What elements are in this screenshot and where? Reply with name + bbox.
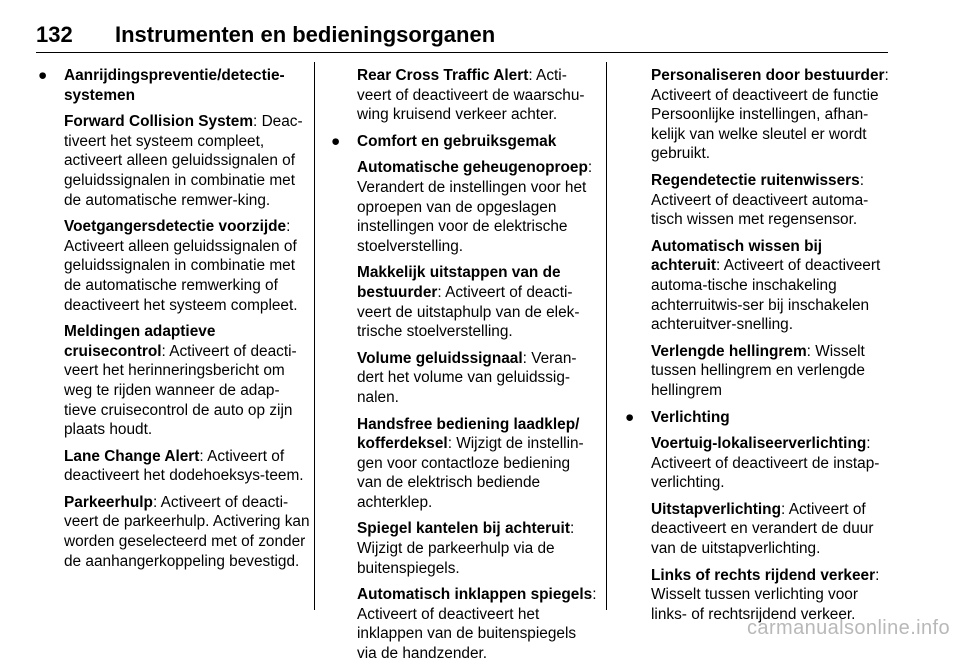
page-title: Instrumenten en bedieningsorganen (115, 22, 496, 47)
entry (357, 66, 597, 125)
entry-term: Volume geluidssignaal (357, 349, 523, 367)
entry-text: : Verandert de instellingen voor het oproepen van de opgeslagen instellingen voor de elektrische stoelverstelling. (357, 159, 593, 255)
entry (651, 171, 891, 230)
entry-text: : Activeert of deacti-veert de uitstaphulp van de elek-trische stoelverstelling. (357, 283, 580, 341)
bullet-icon: ● (331, 132, 341, 150)
entry (64, 447, 312, 486)
entry-term: Makkelijk uitstappen van de bestuurder (357, 264, 561, 301)
entry (357, 349, 597, 408)
entry (64, 112, 312, 210)
entry-term: Automatische geheugenoproep (357, 159, 588, 177)
entry (357, 415, 597, 513)
entry-term: Forward Collision System (64, 113, 254, 131)
entry (651, 66, 891, 164)
entry-term: Regendetectie ruitenwissers (651, 171, 860, 189)
entry (357, 158, 597, 256)
entry-text: : Activeert of deactiveert de functie Persoonlijke instellingen, afhan-kelijk van welke sleutel er wordt gebruikt. (651, 67, 889, 163)
column-divider (606, 62, 607, 610)
entry-text: : Activeert of deacti-veert de parkeerhulp. Activering kan worden geselecteerd met of zonder de aanhangerkoppeling bevestigd. (64, 493, 310, 570)
section-title: Comfort en gebruiksgemak (357, 132, 557, 150)
entry-text: : Activeert of deactiveert de instap-verlichting. (651, 435, 880, 492)
entry-term: Parkeerhulp (64, 493, 153, 511)
entry-term: Personaliseren door bestuurder (651, 67, 885, 84)
entry-term: Meldingen adaptieve cruisecontrol (64, 323, 216, 360)
entry-term: Uitstapverlichting (651, 500, 781, 518)
watermark: carmanualsonline.info (747, 617, 950, 639)
entry (357, 519, 597, 578)
section-comfort (331, 132, 597, 152)
entry-text: : Wijzigt de parkeerhulp via de buitenspiegels. (357, 520, 575, 577)
page-number: 132 (36, 22, 73, 47)
entry-term: Links of rechts rijdend verkeer (651, 566, 876, 584)
entry (357, 263, 597, 341)
entry (651, 237, 891, 335)
entry-text: : Activeert of deactiveert en verandert de duur van de uitstapverlichting. (651, 500, 874, 558)
entry-term: Lane Change Alert (64, 447, 200, 465)
bullet-icon: ● (38, 67, 48, 84)
entry-text: : Activeert of deacti-veert het herinneringsbericht om weg te rijden wanneer de adap-tieve cruisecontrol de auto op zijn plaats houdt. (64, 342, 297, 439)
entry-term: Verlengde hellingrem (651, 342, 807, 360)
entry-term: Spiegel kantelen bij achteruit (357, 520, 570, 538)
bullet-icon: ● (625, 408, 635, 426)
entry-term: Voertuig-lokaliseerverlichting (651, 435, 867, 453)
entry-term: Handsfree bediening laadklep/ kofferdeksel (357, 415, 580, 453)
page-header (36, 22, 888, 53)
column-divider (314, 62, 315, 610)
entry (651, 500, 891, 559)
entry-term: Voetgangersdetectie voorzijde (64, 218, 287, 236)
entry (651, 434, 891, 493)
section-title: Verlichting (651, 408, 730, 426)
entry (651, 342, 891, 401)
section-title: Aanrijdingspreventie/detectie-systemen (64, 67, 285, 104)
column-2 (331, 66, 597, 671)
entry-text: : Activeert of deactiveert het inklappen van de buitenspiegels via de handzender. (357, 586, 597, 663)
entry-text: : Activeert of deactiveert het dodehoeksys-teem. (64, 447, 304, 485)
entry-text: : Deac-tiveert het systeem compleet, activeert alleen geluidssignalen of geluidssignalen in combinatie met de automatische remwer-king. (64, 113, 303, 209)
entry-text: : Veran-dert het volume van geluidssig-nalen. (357, 349, 577, 406)
entry-text: : Wisselt tussen hellingrem en verlengde hellingrem (651, 342, 865, 399)
entry-text: : Acti-veert of deactiveert de waarschu-wing kruisend verkeer achter. (357, 67, 585, 124)
entry-text: : Wijzigt de instellin-gen voor contactloze bediening van de elektrisch bediende achterklep. (357, 435, 584, 511)
entry-text: : Activeert of deactiveert automa-tische inschakeling achterruitwis-ser bij inschakelen achteruitver-snelling. (651, 257, 881, 334)
entry-term: Automatisch inklappen spiegels (357, 586, 593, 604)
section-collision-systems (38, 66, 312, 105)
entry (64, 217, 312, 315)
entry-text: : Wisselt tussen verlichting voor links- of rechtsrijdend verkeer. (651, 566, 880, 623)
entry-term: Automatisch wissen bij achteruit (651, 237, 823, 275)
entry (64, 493, 312, 571)
entry-text: : Activeert alleen geluidssignalen of geluidssignalen in combinatie met de automatische remwerking of deactiveert het systeem compleet. (64, 218, 298, 314)
section-lighting (625, 408, 891, 428)
column-1 (38, 66, 312, 578)
entry (64, 322, 312, 440)
entry-text: : Activeert of deactiveert automa-tisch wissen met regensensor. (651, 171, 869, 229)
entry (651, 566, 891, 625)
entry (357, 585, 597, 663)
column-3 (625, 66, 891, 631)
entry-term: Rear Cross Traffic Alert (357, 67, 529, 84)
